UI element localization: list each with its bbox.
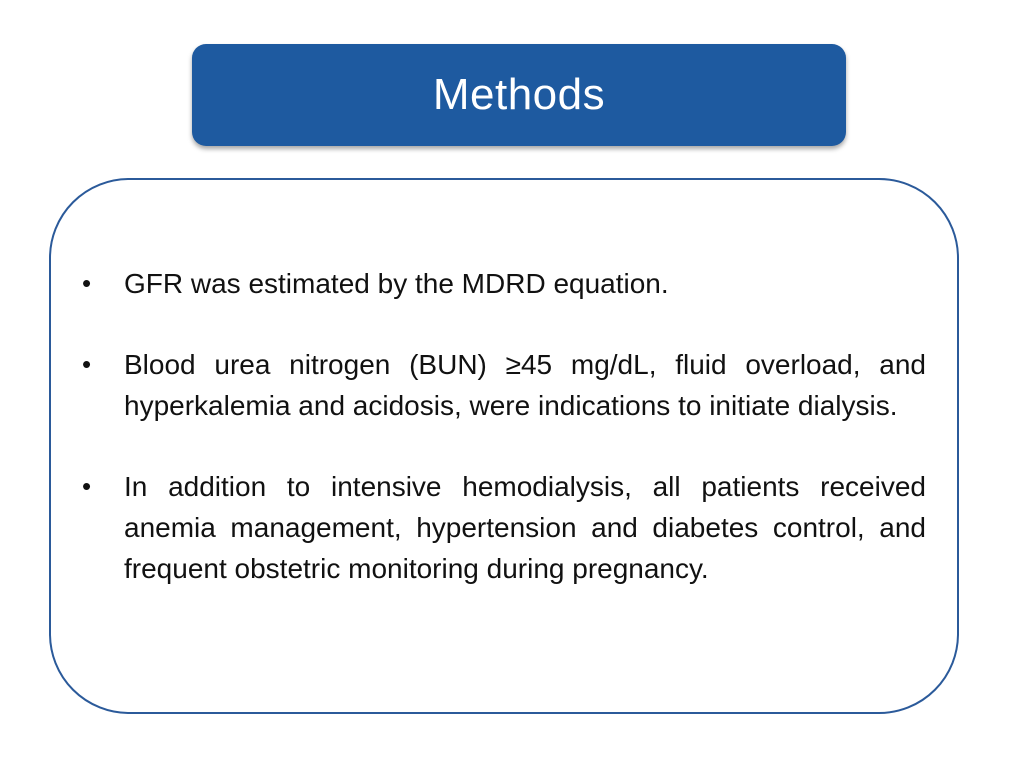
bullet-list (78, 263, 926, 629)
bullet-text: In addition to intensive hemodialysis, all patients received anemia management, hypertension and diabetes control, and frequent obstetric monitoring during pregnancy. (124, 471, 926, 584)
slide-title: Methods (432, 70, 606, 119)
bullet-item-dialysis-indications (78, 344, 926, 426)
bullet-text: GFR was estimated by the MDRD equation. (124, 268, 669, 299)
bullet-item-gfr (78, 263, 926, 304)
bullet-icon: • (82, 268, 92, 298)
bullet-text: Blood urea nitrogen (BUN) ≥45 mg/dL, fluid overload, and hyperkalemia and acidosis, were indications to initiate dialysis. (124, 349, 926, 421)
bullet-icon: • (82, 471, 92, 501)
title-banner (192, 44, 846, 146)
bullet-icon: • (82, 349, 92, 379)
bullet-item-management (78, 466, 926, 589)
